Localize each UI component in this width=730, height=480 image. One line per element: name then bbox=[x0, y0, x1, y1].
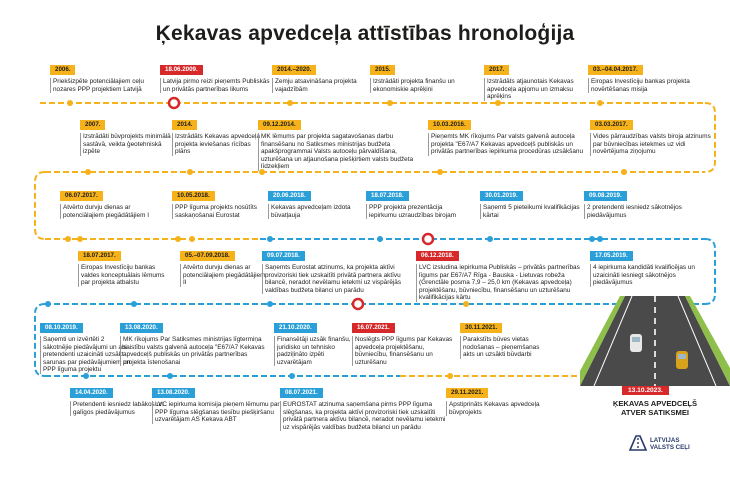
timeline-event bbox=[588, 58, 708, 93]
timeline-event bbox=[152, 381, 282, 424]
timeline-event bbox=[446, 381, 542, 416]
event-date: 06.12.2018. bbox=[416, 251, 459, 261]
event-date: 2015. bbox=[370, 65, 395, 75]
event-date: 08.07.2021. bbox=[280, 388, 323, 398]
event-date: 09.07.2018. bbox=[262, 251, 305, 261]
timeline-event bbox=[78, 244, 174, 287]
timeline-event bbox=[428, 113, 584, 156]
event-date: 06.07.2017. bbox=[60, 191, 103, 201]
event-date: 2014. bbox=[172, 120, 197, 130]
event-description: MK rīkojums Par Satiksmes ministrijas līgtermiņa saistību valsts galvenā autoceļa "E67/A7 Kekavas apvedceļš publiskās un privātās partnerības projekta īstenošanai bbox=[120, 336, 270, 366]
event-description: Finansētāji uzsāk finanšu, juridisko un tehnisko padziļināto izpēti uzvarētājam bbox=[274, 336, 354, 366]
event-description: Kekavas apvedceļam izdota būvatļauja bbox=[268, 204, 366, 219]
event-description: LVC izsludina iepirkuma Publiskās – privātās partnerības līgums par E67/A7 Rīga - Bauska - Lietuvas robeža (Grenctāle posma 7,9 – 25,0 km (Kekavas apvedceļa) projektēšanu, būvniecību, finansēšanu un uzturēšanu kvalifikācijas kārtu bbox=[416, 264, 586, 302]
timeline-event bbox=[172, 184, 264, 219]
timeline-event bbox=[480, 184, 584, 219]
event-description: Parakstīts būves vietas nodošanas – pieņemšanas akts un uzsākti būvdarbi bbox=[460, 336, 550, 359]
final-line-2: ATVER SATIKSMEI bbox=[620, 408, 690, 417]
event-description: 4 iepirkuma kandidāti kvalificējas un uzaicināti iesniegt sākotnējos piedāvājumus bbox=[590, 264, 710, 287]
event-description: Pretendenti iesniedz labākos un galīgos piedāvājumus bbox=[70, 401, 164, 416]
event-date: 17.05.2019. bbox=[590, 251, 633, 261]
timeline-event bbox=[50, 58, 160, 93]
event-description: Saņemti un izvērtēti 2 sākotnējie piedāvājumi un abi pretendenti uzaicināti uzsākt sarunas par piedāvājumiem un PPP līguma projektu bbox=[40, 336, 132, 374]
event-description: PPP līguma projekts nosūtīts saskaņošanai Eurostat bbox=[172, 204, 264, 219]
timeline-event bbox=[460, 316, 550, 359]
event-date: 09.12.2014. bbox=[258, 120, 301, 130]
event-description: MK lēmums par projekta sagatavošanas darbu finansēšanu no Satiksmes ministrijas budžeta apakšprogrammai Valsts autoceļu pārvaldīšana, uzturēšana un atjaunošana piešķirtiem valsts budžeta līdzekļiem bbox=[258, 133, 426, 171]
event-description: LVC iepirkuma komisija pieņem lēmumu par PPP līguma slēgšanas tiesību piešķiršanu uzvarētājam AS Kekava ABT bbox=[152, 401, 282, 424]
final-date-badge: 13.10.2023. bbox=[622, 386, 669, 395]
timeline-event bbox=[274, 316, 354, 366]
event-date: 03.03.2017. bbox=[590, 120, 633, 130]
timeline-event bbox=[40, 316, 132, 374]
logo-line-2: VALSTS CEĻI bbox=[650, 444, 690, 451]
event-date: 30.01.2019. bbox=[480, 191, 523, 201]
event-date: 18.06.2009. bbox=[160, 65, 203, 75]
timeline-event bbox=[180, 244, 268, 287]
page-title: Ķekavas apvedceļa attīstības hronoloģija bbox=[155, 22, 575, 45]
event-date: 08.10.2019. bbox=[40, 323, 83, 333]
event-description: Izstrādāti projekta finanšu un ekonomiskie aprēķini bbox=[370, 78, 478, 93]
event-description: Latvija pirmo reizi pieņemts Publiskās un privātās partnerības likums bbox=[160, 78, 272, 93]
event-description: Eiropas Investīciju bankas projekta novērtēšanas misija bbox=[588, 78, 708, 93]
event-description: Saņemti 5 pieteikumi kvalifikācijas kārtai bbox=[480, 204, 584, 219]
event-date: 20.06.2018. bbox=[268, 191, 311, 201]
event-date: 13.08.2020. bbox=[120, 323, 163, 333]
event-description: Noslēgts PPP līgums par Kekavas apvedceļa projektēšanu, būvniecību, finansēšanu un uzturēšanu bbox=[352, 336, 458, 366]
event-date: 09.08.2019. bbox=[584, 191, 627, 201]
event-description: Izstrādāts atjaunotais Kekavas apvedceļa apjomu un izmaksu aprēķins bbox=[484, 78, 594, 101]
event-description: Atvērto durvju dienas ar potenciālajiem piegādātājiem II bbox=[180, 264, 268, 287]
timeline-event bbox=[60, 184, 156, 219]
event-date: 18.07.2018. bbox=[366, 191, 409, 201]
event-date: 21.10.2020. bbox=[274, 323, 317, 333]
event-date: 18.07.2017. bbox=[78, 251, 121, 261]
timeline-event bbox=[484, 58, 594, 101]
event-date: 10.05.2018. bbox=[172, 191, 215, 201]
final-caption bbox=[600, 399, 710, 417]
event-date: 10.03.2016. bbox=[428, 120, 471, 130]
timeline-event bbox=[268, 184, 366, 219]
timeline-event bbox=[416, 244, 586, 302]
timeline-event bbox=[584, 184, 702, 219]
brand-logo bbox=[628, 434, 718, 456]
event-date: 30.11.2021. bbox=[460, 323, 502, 333]
timeline-event bbox=[70, 381, 164, 416]
timeline-event bbox=[160, 58, 272, 93]
road-logo-icon bbox=[628, 434, 648, 452]
timeline-event bbox=[172, 113, 262, 156]
event-date: 2007. bbox=[80, 120, 105, 130]
event-description: Atvērto durvju dienas ar potenciālajiem piegādātājiem I bbox=[60, 204, 156, 219]
road-illustration bbox=[580, 296, 730, 386]
event-description: EUROSTAT atzinuma saņemšana pirms PPP līguma slēgšanas, ka projekta aktīvi provizoriski tiek uzskaitīti privātā partnera aktīvu bilancē, neradot nevēlamu ietekmi uz vispārējās valdības budžeta bilanci un parādu bbox=[280, 401, 450, 431]
event-description: 2 pretendenti iesniedz sākotnējos piedāvājumus bbox=[584, 204, 702, 219]
timeline-event bbox=[262, 244, 422, 294]
timeline-event bbox=[590, 113, 716, 156]
event-description: Vides pārraudzības valsts biroja atzinums par būvniecības ietekmes uz vidi novērtējuma ziņojumu bbox=[590, 133, 716, 156]
event-description: PPP projekta prezentācija iepirkumu uzraudzības birojam bbox=[366, 204, 470, 219]
event-description: Pieņemts MK rīkojums Par valsts galvenā autoceļa projekta "E67/A7 Kekavas apvedceļš publiskās un privātās partnerības iepirkuma procedūras uzsākšanu bbox=[428, 133, 584, 156]
event-description: Saņemts Eurostat atzinums, ka projekta aktīvi provizoriski tiek uzskaitīti privātā partnera aktīvu bilancē, neradot nevēlamu ietekmi uz vispārējās valdības budžeta bilanci un parādu bbox=[262, 264, 422, 294]
event-date: 16.07.2021. bbox=[352, 323, 395, 333]
event-description: Priekšizpēte potenciālajiem ceļu nozares PPP projektiem Latvijā bbox=[50, 78, 160, 93]
logo-line-1: LATVIJAS bbox=[650, 437, 680, 444]
final-line-1: ĶEKAVAS APVEDCEĻŠ bbox=[612, 399, 698, 408]
event-date: 2014.–2020. bbox=[272, 65, 316, 75]
timeline-event bbox=[590, 244, 710, 287]
event-description: Izstrādāts Kekavas apvedceļa projekta ieviešanas rīcības plāns bbox=[172, 133, 262, 156]
event-date: 29.11.2021. bbox=[446, 388, 488, 398]
timeline-event bbox=[370, 58, 478, 93]
event-description: Eiropas Investīciju bankas valdes konceptuālais lēmums par projekta atbalstu bbox=[78, 264, 174, 287]
event-date: 2017. bbox=[484, 65, 509, 75]
timeline-event bbox=[352, 316, 458, 366]
timeline-event bbox=[120, 316, 270, 366]
event-date: 2006. bbox=[50, 65, 75, 75]
event-description: Apstiprināts Kekavas apvedceļa būvprojekts bbox=[446, 401, 542, 416]
event-description: Izstrādāti būvprojekts minimālā sastāvā, veikta ģeotehniskā izpēte bbox=[80, 133, 176, 156]
event-date: 03.–04.04.2017. bbox=[588, 65, 643, 75]
event-description: Zemju atsavināšana projekta vajadzībām bbox=[272, 78, 372, 93]
timeline-event bbox=[366, 184, 470, 219]
event-date: 14.04.2020. bbox=[70, 388, 113, 398]
logo-text bbox=[650, 437, 690, 451]
event-date: 05.–07.09.2018. bbox=[180, 251, 235, 261]
event-date: 13.08.2020. bbox=[152, 388, 195, 398]
timeline-event bbox=[272, 58, 372, 93]
timeline-event bbox=[258, 113, 426, 171]
timeline-event bbox=[80, 113, 176, 156]
timeline-event bbox=[280, 381, 450, 431]
